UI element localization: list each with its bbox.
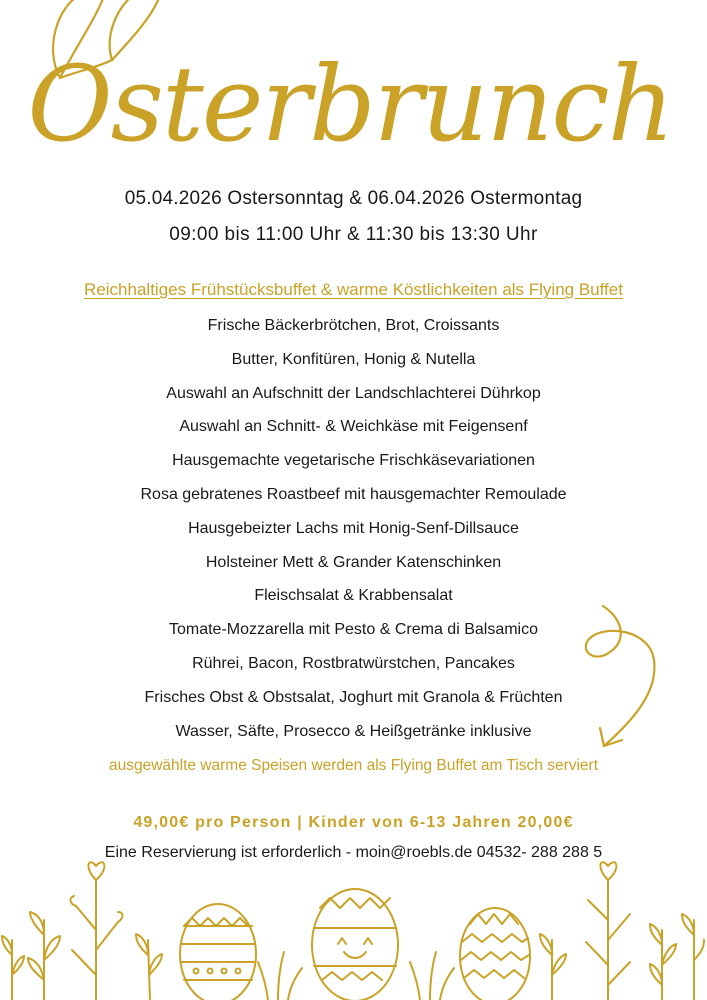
easter-egg-icon [180,904,256,1000]
menu-item: Butter, Konfitüren, Honig & Nutella [231,350,476,368]
price-line: 49,00€ pro Person | Kinder von 6-13 Jahren 20,00€ [133,814,574,831]
event-times: 09:00 bis 11:00 Uhr & 11:30 bis 13:30 Uhr [169,224,538,245]
menu-item: Fleischsalat & Krabbensalat [254,587,453,605]
svg-text:Osterbrunch: Osterbrunch [27,43,673,165]
event-dates: 05.04.2026 Ostersonntag & 06.04.2026 Ostermontag [124,188,583,209]
menu-item: Rosa gebratenes Roastbeef mit hausgemachter Remoulade [140,485,567,503]
flower-stem-icon [70,862,122,1000]
menu-item: Frisches Obst & Obstsalat, Joghurt mit Granola & Früchten [144,688,563,706]
grass-icon [258,952,302,1000]
easter-egg-icon [460,908,530,1000]
flower-stem-icon [586,862,630,1000]
menu-item: Auswahl an Aufschnitt der Landschlachterei Dührkop [166,384,541,402]
menu-item: Wasser, Säfte, Prosecco & Heißgetränke inklusive [175,722,532,740]
menu-item: Hausgebeizter Lachs mit Honig-Senf-Dillsauce [188,519,519,537]
menu-item: Auswahl an Schnitt- & Weichkäse mit Feigensenf [179,418,528,436]
grass-icon [410,952,454,1000]
menu-item: Tomate-Mozzarella mit Pesto & Crema di Balsamico [168,621,538,639]
leaf-stem-icon [682,914,704,1000]
leaf-stem-icon [540,934,566,1000]
easter-egg-icon [312,889,398,1000]
menu-item: Hausgemachte vegetarische Frischkäsevariationen [172,452,535,470]
leaf-stem-icon [28,912,60,1000]
leaf-stem-icon [136,934,162,1000]
leaf-stem-icon [2,936,24,1000]
buffet-heading: Reichhaltiges Frühstücksbuffet & warme Köstlichkeiten als Flying Buffet [84,280,623,299]
reservation-line: Eine Reservierung ist erforderlich - moin@roebls.de 04532- 288 288 5 [104,844,603,861]
menu-item: Frische Bäckerbrötchen, Brot, Croissants [207,317,500,334]
menu-item: Rührei, Bacon, Rostbratwürstchen, Pancakes [192,654,515,672]
warm-dishes-note: ausgewählte warme Speisen werden als Flying Buffet am Tisch serviert [108,757,599,774]
menu-item: Holsteiner Mett & Grander Katenschinken [205,553,502,571]
leaf-stem-icon [650,924,676,1000]
